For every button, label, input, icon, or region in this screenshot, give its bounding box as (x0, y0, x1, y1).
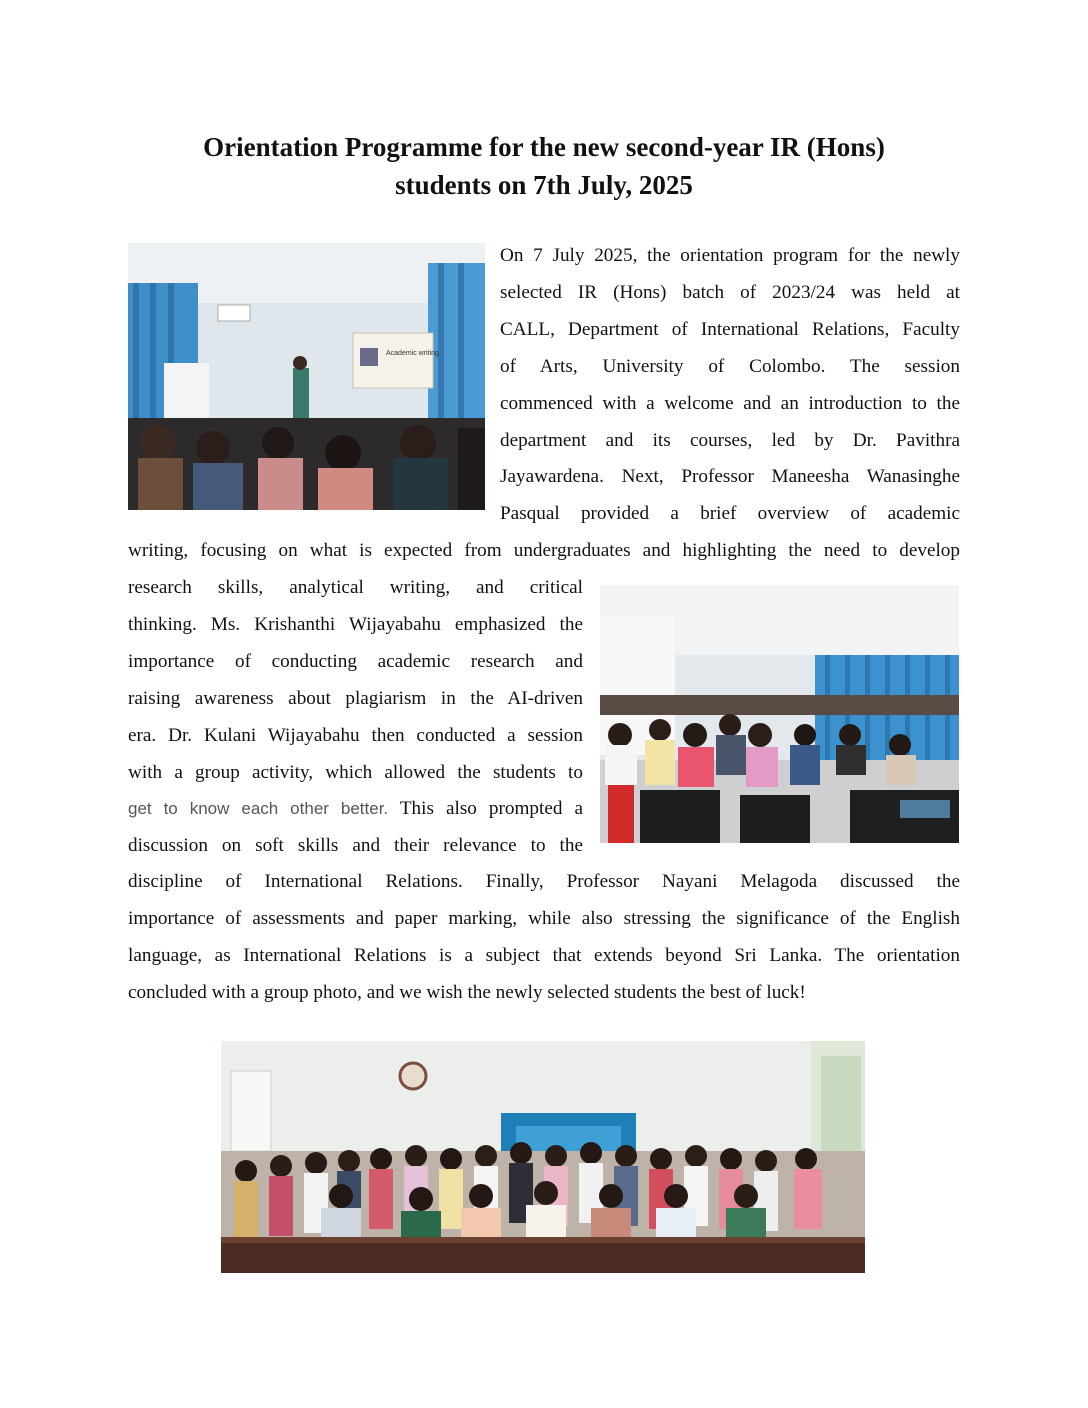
text-line: concluded with a group photo, and we wish the newly selected students the best of luck! (128, 981, 806, 1003)
title-line-2: students on 7th July, 2025 (395, 170, 693, 200)
text-line: with a group activity, which allowed the students to (128, 761, 583, 783)
paragraph-full-line (128, 533, 960, 570)
page-title (128, 128, 960, 204)
text-line: Pasqual provided a brief overview of academic (500, 503, 960, 525)
text-line: department and its courses, led by Dr. Pavithra (500, 429, 960, 451)
group-photo (221, 1041, 865, 1273)
text-line: raising awareness about plagiarism in the AI-driven (128, 687, 583, 709)
text-line: thinking. Ms. Krishanthi Wijayabahu emphasized the (128, 613, 583, 635)
text-run: This also prompted a (388, 798, 584, 820)
text-line: research skills, analytical writing, and critical (128, 577, 583, 598)
text-line: language, as International Relations is a subject that extends beyond Sri Lanka. The orientation (128, 944, 960, 966)
title-line-1: Orientation Programme for the new second-year IR (Hons) (203, 132, 885, 162)
text-line: CALL, Department of International Relations, Faculty (500, 318, 960, 340)
students-seated-photo (600, 585, 959, 843)
text-line: selected IR (Hons) batch of 2023/24 was held at (500, 281, 960, 303)
text-line: importance of assessments and paper marking, while also stressing the significance of the English (128, 907, 960, 929)
text-line: discussion on soft skills and their relevance to the (128, 835, 583, 857)
text-line: writing, focusing on what is expected from undergraduates and highlighting the need to develop (128, 540, 960, 561)
text-line: On 7 July 2025, the orientation program for the newly (500, 245, 960, 266)
text-line: discipline of International Relations. Finally, Professor Nayani Melagoda discussed the (128, 871, 960, 892)
highlighted-text: get to know each other better. (128, 799, 389, 819)
paragraph-middle (128, 570, 583, 865)
text-line: Jayawardena. Next, Professor Maneesha Wanasinghe (500, 466, 960, 488)
paragraph-intro (500, 238, 960, 533)
lecture-photo (128, 243, 485, 510)
paragraph-conclusion (128, 864, 960, 1012)
text-line: commenced with a welcome and an introduction to the (500, 392, 960, 414)
text-line (128, 791, 583, 828)
slide-text: Academic writing (386, 350, 439, 357)
text-line: of Arts, University of Colombo. The session (500, 355, 960, 377)
text-line: era. Dr. Kulani Wijayabahu then conducted a session (128, 724, 583, 746)
text-line: importance of conducting academic research and (128, 650, 583, 672)
